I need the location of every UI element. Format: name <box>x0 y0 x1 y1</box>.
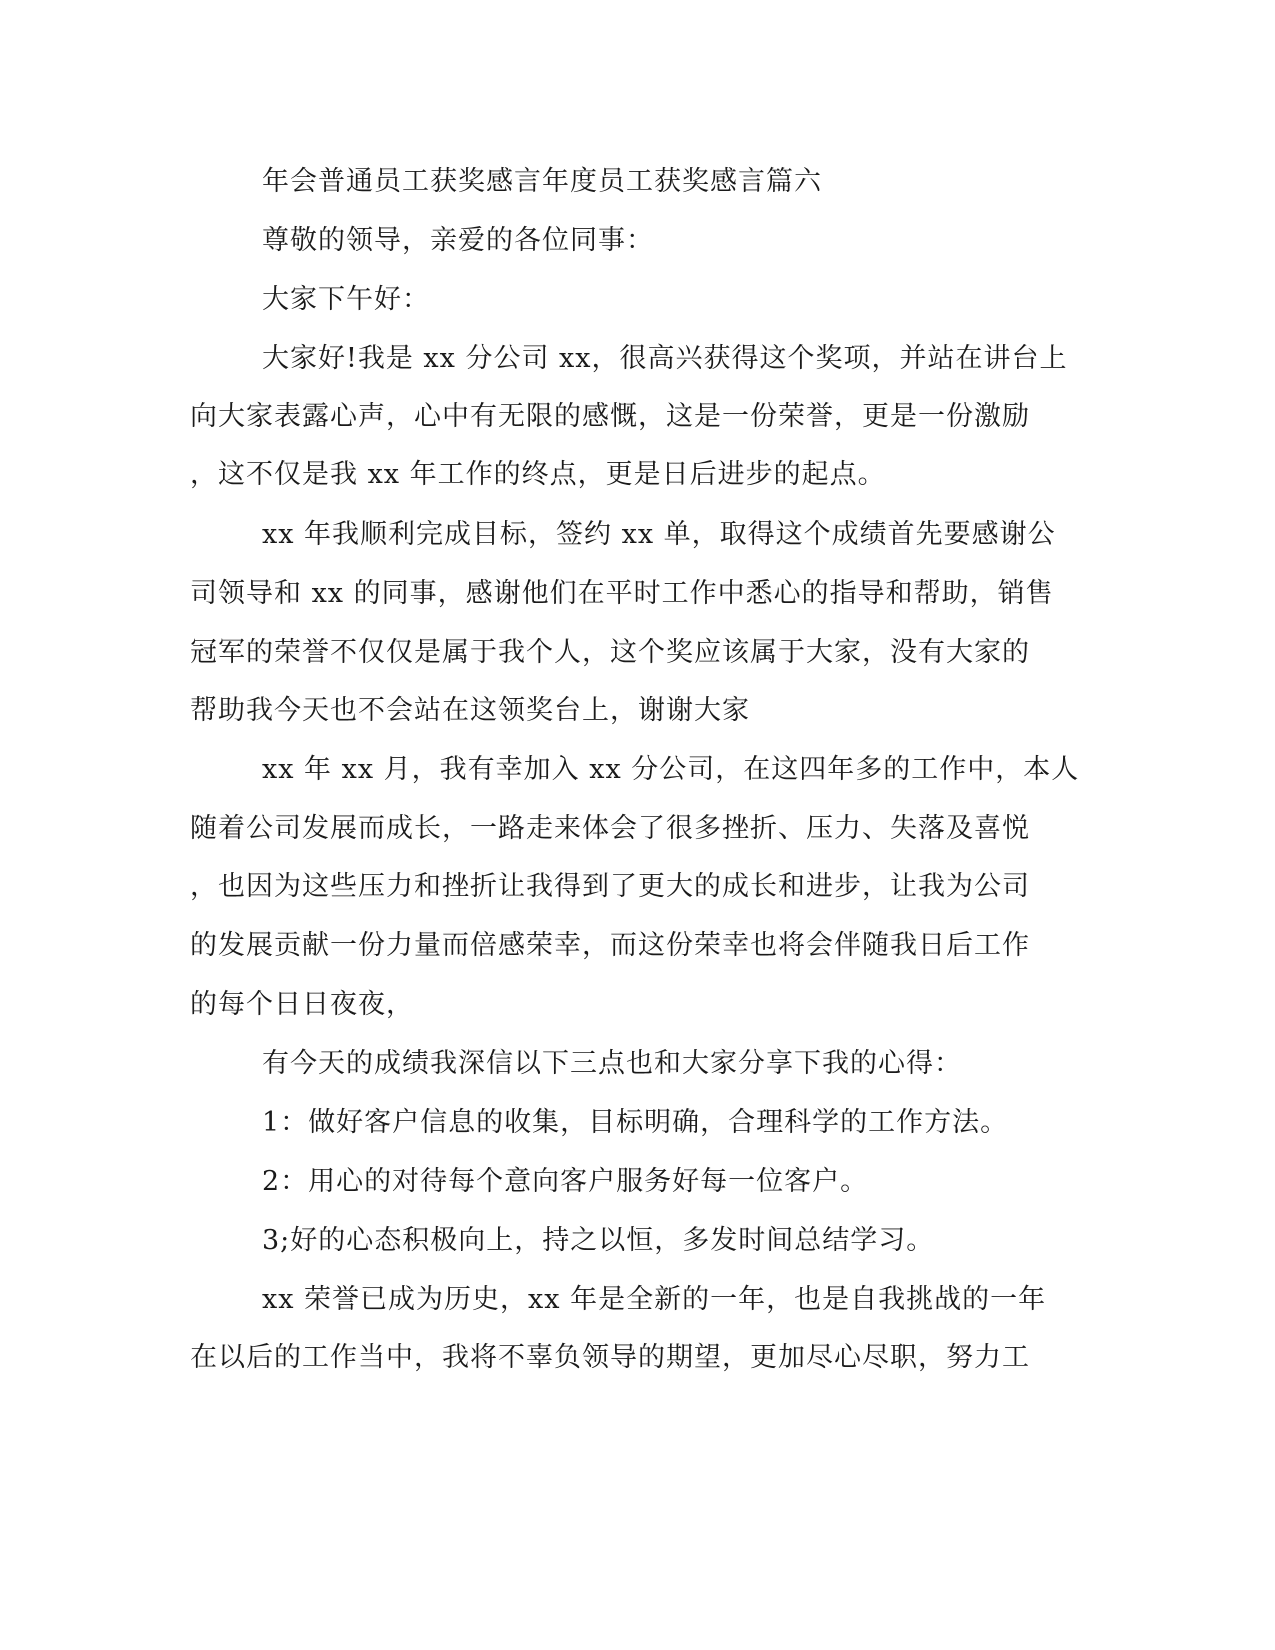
paragraph-1-line-1: 大家好!我是 xx 分公司 xx，很高兴获得这个奖项，并站在讲台上 <box>262 343 1068 374</box>
list-item-3: 3;好的心态积极向上，持之以恒，多发时间总结学习。 <box>262 1225 935 1256</box>
salutation-line: 尊敬的领导，亲爱的各位同事： <box>262 225 654 256</box>
paragraph-2-line-2: 司领导和 xx 的同事，感谢他们在平时工作中悉心的指导和帮助，销售 <box>190 578 1054 609</box>
paragraph-4-line-1: 有今天的成绩我深信以下三点也和大家分享下我的心得： <box>262 1048 962 1079</box>
paragraph-1-line-2: 向大家表露心声，心中有无限的感慨，这是一份荣誉，更是一份激励 <box>190 401 1030 432</box>
paragraph-3-line-1: xx 年 xx 月，我有幸加入 xx 分公司，在这四年多的工作中，本人 <box>262 754 1080 785</box>
paragraph-3-line-5: 的每个日日夜夜， <box>190 989 414 1020</box>
paragraph-3-line-2: 随着公司发展而成长，一路走来体会了很多挫折、压力、失落及喜悦 <box>190 813 1030 844</box>
paragraph-5-line-1: xx 荣誉已成为历史，xx 年是全新的一年，也是自我挑战的一年 <box>262 1284 1047 1315</box>
document-title: 年会普通员工获奖感言年度员工获奖感言篇六 <box>262 166 822 197</box>
paragraph-5-line-2: 在以后的工作当中，我将不辜负领导的期望，更加尽心尽职，努力工 <box>190 1342 1030 1373</box>
paragraph-3-line-3: ，也因为这些压力和挫折让我得到了更大的成长和进步，让我为公司 <box>190 871 1030 902</box>
list-item-1: 1：做好客户信息的收集，目标明确，合理科学的工作方法。 <box>262 1107 1009 1138</box>
paragraph-2-line-3: 冠军的荣誉不仅仅是属于我个人，这个奖应该属于大家，没有大家的 <box>190 637 1030 668</box>
paragraph-1-line-3: ，这不仅是我 xx 年工作的终点，更是日后进步的起点。 <box>190 459 886 490</box>
greeting-line: 大家下午好： <box>262 284 430 315</box>
paragraph-2-line-1: xx 年我顺利完成目标，签约 xx 单，取得这个成绩首先要感谢公 <box>262 519 1056 550</box>
list-item-2: 2：用心的对待每个意向客户服务好每一位客户。 <box>262 1166 869 1197</box>
paragraph-2-line-4: 帮助我今天也不会站在这领奖台上，谢谢大家 <box>190 695 750 726</box>
paragraph-3-line-4: 的发展贡献一份力量而倍感荣幸，而这份荣幸也将会伴随我日后工作 <box>190 930 1030 961</box>
